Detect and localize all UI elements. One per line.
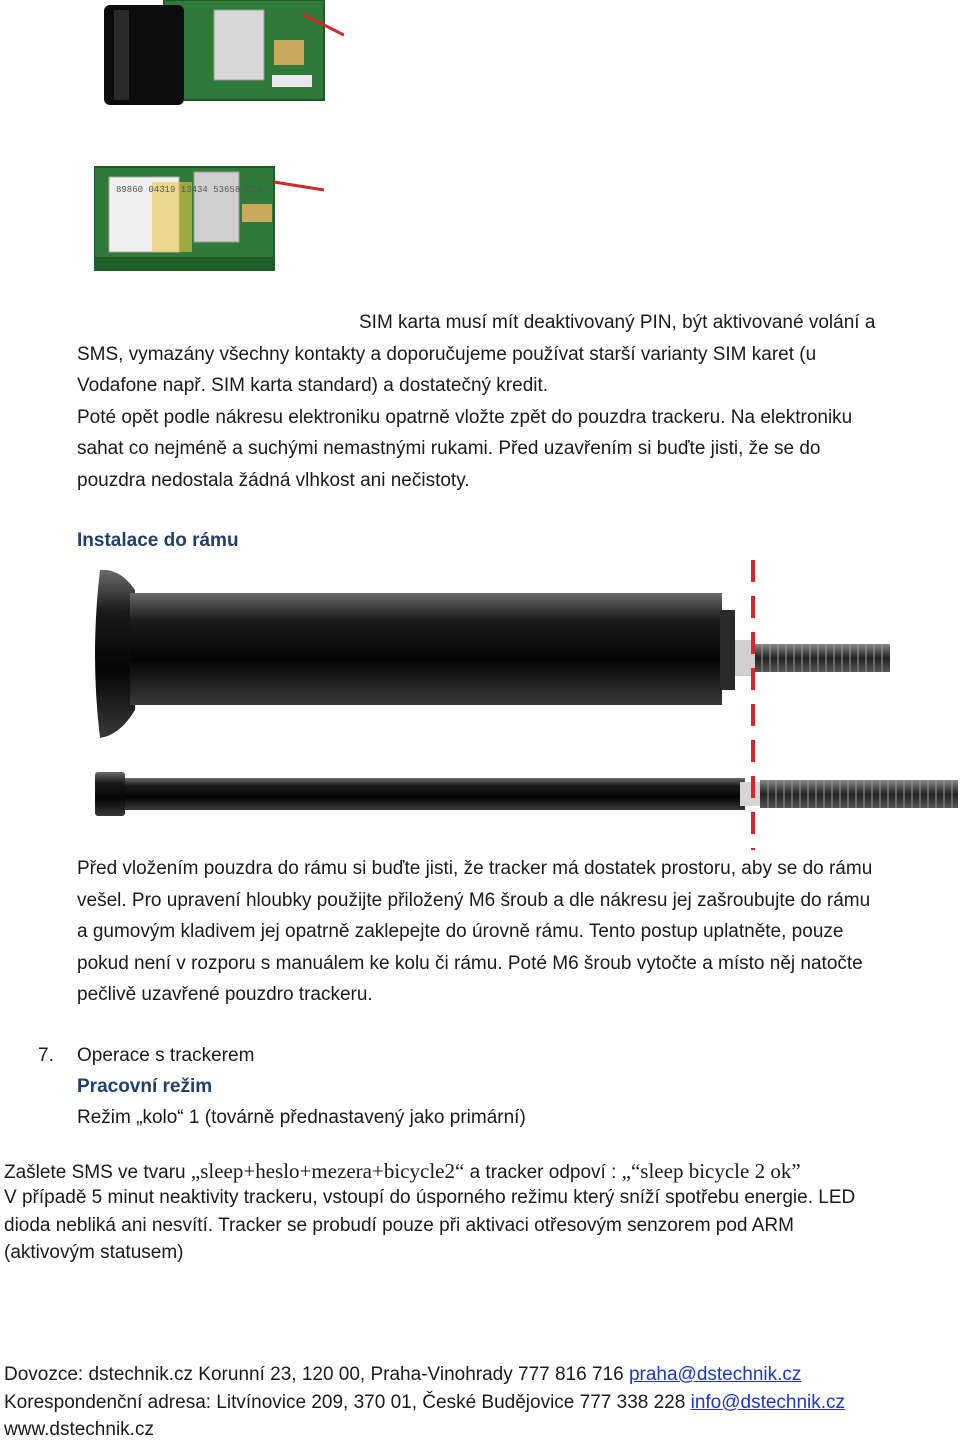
page-footer: [4, 1361, 845, 1444]
paragraph-line: pokud není v rozporu s manuálem ke kolu či rámu. Poté M6 šroub vytočte a místo něj natočte: [77, 952, 863, 974]
sleep-paragraph: [4, 1184, 855, 1267]
circuit-board-sim-card-icon: [94, 162, 334, 272]
sms-prefix: Zašlete SMS ve tvaru: [4, 1162, 191, 1183]
info-email-link[interactable]: info@dstechnik.cz: [690, 1391, 846, 1413]
paragraph-line: pouzdra nedostala žádná vlhkost ani nečistoty.: [77, 469, 470, 491]
board-top-image: [104, 0, 344, 106]
board-sim-image: [94, 162, 334, 272]
long-m6-screw-icon: [95, 772, 958, 816]
sms-command: „sleep+heslo+mezera+bicycle2“: [190, 1159, 465, 1183]
footer-importer-line: [4, 1361, 845, 1389]
mode-line: Režim „kolo“ 1 (továrně přednastavený jako primární): [77, 1107, 526, 1128]
paragraph-line: pečlivě uzavřené pouzdro trackeru.: [77, 984, 373, 1005]
tracker-tube-with-screw-icon: [90, 560, 960, 850]
paragraph-line: Poté opět podle nákresu elektroniku opatrně vložte zpět do pouzdra trackeru. Na elektroniku: [77, 406, 853, 428]
footer-importer-text: Dovozce: dstechnik.cz Korunní 23, 120 00, Praha-Vinohrady 777 816 716: [4, 1364, 629, 1385]
praha-email-link[interactable]: praha@dstechnik.cz: [628, 1364, 802, 1385]
paragraph-line: V případě 5 minut neaktivity trackeru, vstoupí do úsporného režimu který sníží spotřebu energie. LED: [4, 1187, 856, 1208]
footer-correspondence-line: [4, 1389, 845, 1417]
section-title: Operace s trackerem: [77, 1045, 255, 1066]
section-number: 7.: [38, 1045, 54, 1066]
paragraph-line: SIM karta musí mít deaktivovaný PIN, být aktivované volání a: [359, 312, 876, 333]
paragraph-line: Před vložením pouzdra do rámu si buďte jisti, že tracker má dostatek prostoru, aby se do rámu: [77, 858, 873, 879]
paragraph-line: Vodafone např. SIM karta standard) a dostatečný kredit.: [77, 375, 549, 396]
sms-middle: a tracker odpoví :: [464, 1162, 622, 1183]
paragraph-line: SMS, vymazány všechny kontakty a doporučujeme používat starší varianty SIM karet (u: [77, 343, 817, 365]
paragraph-line: dioda nebliká ani nesvítí. Tracker se probudí pouze při aktivaci otřesovým senzorem pod ARM: [4, 1214, 794, 1236]
work-mode-heading: Pracovní režim: [77, 1076, 213, 1097]
sim-card-number: 89860 04319 13434 53658 OTA: [116, 185, 262, 195]
tracker-install-illustration: [90, 560, 960, 850]
paragraph-line: vešel. Pro upravení hloubky použijte přiložený M6 šroub a dle nákresu jej zašroubujte do rámu: [77, 889, 871, 911]
paragraph-line: a gumovým kladivem jej opatrně zaklepejte do úrovně rámu. Tento postup uplatněte, pouze: [77, 921, 844, 942]
footer-website: www.dstechnik.cz: [4, 1419, 154, 1440]
circuit-board-with-cable-icon: [104, 0, 344, 106]
install-paragraph: [77, 853, 937, 1011]
paragraph-line: (aktivovým statusem): [4, 1242, 184, 1263]
paragraph-line: sahat co nejméně a suchými nemastnými rukami. Před uzavřením si buďte jisti, že se do: [77, 438, 821, 459]
install-heading: Instalace do rámu: [77, 530, 239, 551]
footer-correspondence-text: Korespondenční adresa: Litvínovice 209, 370 01, České Budějovice 777 338 228: [4, 1391, 691, 1413]
sms-reply: „“sleep bicycle 2 ok”: [621, 1159, 801, 1183]
sim-paragraph: [77, 307, 937, 496]
